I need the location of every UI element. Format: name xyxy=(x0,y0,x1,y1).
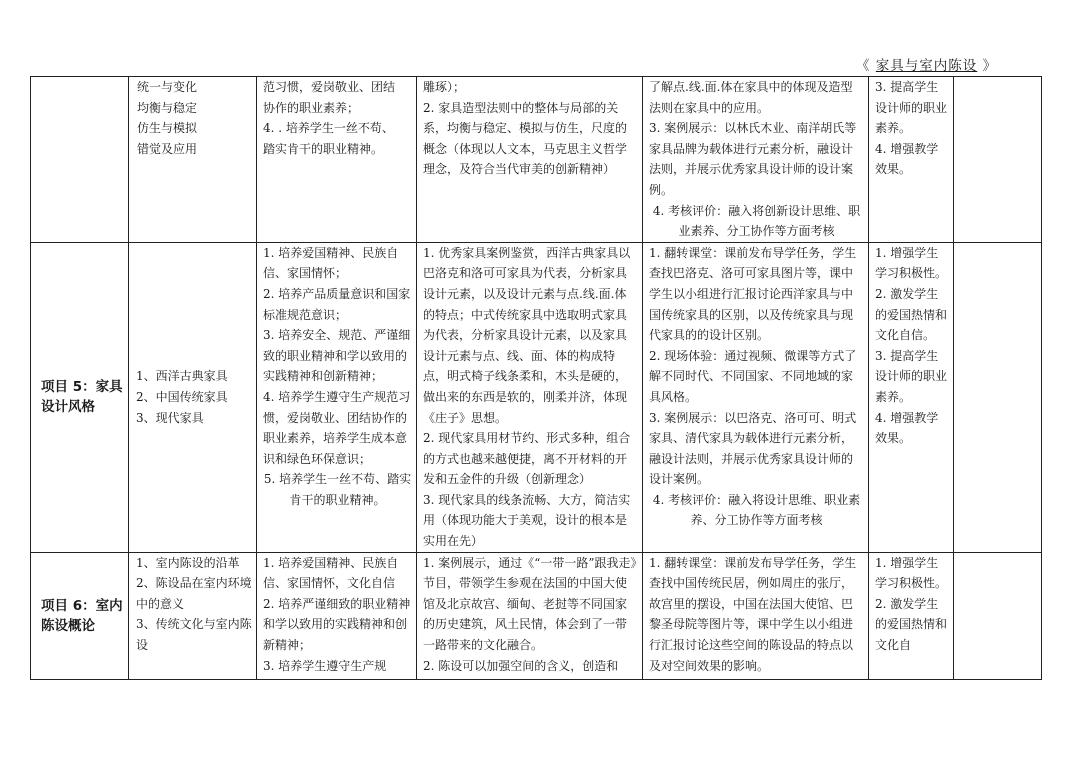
table-row xyxy=(31,77,1042,243)
remark-cell xyxy=(954,77,1042,243)
effects-cell: 1. 增强学生学习积极性。 2. 激发学生的爱国热情和文化自信。 3. 提高学生设计师的职业素养。 4. 增强教学效果。 xyxy=(869,242,954,552)
header-close-bracket: 》 xyxy=(982,58,998,74)
effects-cell: 3. 提高学生设计师的职业素养。 4. 增强教学效果。 xyxy=(869,77,954,243)
table-row xyxy=(31,552,1042,679)
table-row xyxy=(31,242,1042,552)
project-title: 项目 5：家具设计风格 xyxy=(31,242,129,552)
topics-cell: 1、西洋古典家具 2、中国传统家具 3、现代家具 xyxy=(129,242,257,552)
header-open-bracket: 《 xyxy=(856,58,871,74)
topics-cell: 1、室内陈设的沿革 2、陈设品在室内环境中的意义 3、传统文化与室内陈设 xyxy=(129,552,257,679)
methods-cell: 1. 翻转课堂：课前发布导学任务，学生查找巴洛克、洛可可家具图片等，课中学生以小组进行汇报讨论西洋家具与中国传统家具的区别，以及传统家具与现代家具的的设计区别。 2. 现场体验：通过视频、微课等方式了解不同时代、不同国家、不同地域的家具风格。 3. 案例展示：以巴洛克、洛可可、明式家具、清代家具为载体进行元素分析，融设计法则，并展示优秀家具设计师的设计案例。 4. 考核评价：融入将设计思维、职业素养、分工协作等方面考核 xyxy=(643,242,869,552)
goals-cell: 范习惯，爱岗敬业、团结 协作的职业素养； 4. . 培养学生一丝不苟、 踏实肯干的职业精神。 xyxy=(257,77,417,243)
document-title: 家具与室内陈设 xyxy=(875,58,978,74)
ideology-cell: 雕琢）； 2. 家具造型法则中的整体与局部的关系，均衡与稳定、模拟与仿生，尺度的概念（体现以人文本，马克思主义哲学理念，及符合当代审美的创新精神） xyxy=(417,77,643,243)
methods-cell: 了解点.线.面.体在家具中的体现及造型法则在家具中的应用。 3. 案例展示：以林氏木业、南洋胡氏等家具品牌为载体进行元素分析，融设计法则，并展示优秀家具设计师的设计案例。 4. 考核评价：融入将创新设计思维、职业素养、分工协作等方面考核 xyxy=(643,77,869,243)
document-header xyxy=(856,54,997,74)
project-title: 项目 6：室内陈设概论 xyxy=(31,552,129,679)
methods-cell: 1. 翻转课堂：课前发布导学任务，学生查找中国传统民居，例如周庄的张厅，故宫里的摆设，中国在法国大使馆、巴黎圣母院等图片等，课中学生以小组进行汇报讨论这些空间的陈设品的特点以及对空间效果的影响。 xyxy=(643,552,869,679)
ideology-cell: 1. 案例展示，通过《“一带一路”跟我走》节目，带领学生参观在法国的中国大使馆及北京故宫、缅甸、老挝等不同国家的历史建筑，风土民情，体会到了一带一路带来的文化融合。 2. 陈设可以加强空间的含义，创造和 xyxy=(417,552,643,679)
remark-cell xyxy=(954,242,1042,552)
goals-cell: 1. 培养爱国精神、民族自信、家国情怀，文化自信 2. 培养严谨细致的职业精神和学以致用的实践精神和创新精神； 3. 培养学生遵守生产规 xyxy=(257,552,417,679)
goals-cell: 1. 培养爱国精神、民族自信、家国情怀； 2. 培养产品质量意识和国家标准规范意识； 3. 培养安全、规范、严谨细致的职业精神和学以致用的实践精神和创新精神； 4. 培养学生遵守生产规范习惯，爱岗敬业、团结协作的职业素养，培养学生成本意识和绿色环保意识； 5. 培养学生一丝不苟、踏实肯干的职业精神。 xyxy=(257,242,417,552)
remark-cell xyxy=(954,552,1042,679)
effects-cell: 1. 增强学生学习积极性。 2. 激发学生的爱国热情和文化自 xyxy=(869,552,954,679)
topics-cell: 统一与变化 均衡与稳定 仿生与模拟 错觉及应用 xyxy=(129,77,257,243)
project-cell xyxy=(31,77,129,243)
ideology-cell: 1. 优秀家具案例鉴赏，西洋古典家具以巴洛克和洛可可家具为代表，分析家具设计元素，以及设计元素与点.线.面.体的特点；中式传统家具中选取明式家具为代表，分析家具设计元素，以及家具设计元素与点、线、面、体的构成特点，明式椅子线条柔和，木头是硬的，做出来的东西是软的，刚柔并济，体现《庄子》思想。 2. 现代家具用材节约、形式多种，组合的方式也越来越便捷，离不开材料的开发和五金件的升级（创新理念） 3. 现代家具的线条流畅、大方，简洁实用（体现功能大于美观，设计的根本是实用在先） xyxy=(417,242,643,552)
curriculum-table xyxy=(30,76,1042,680)
